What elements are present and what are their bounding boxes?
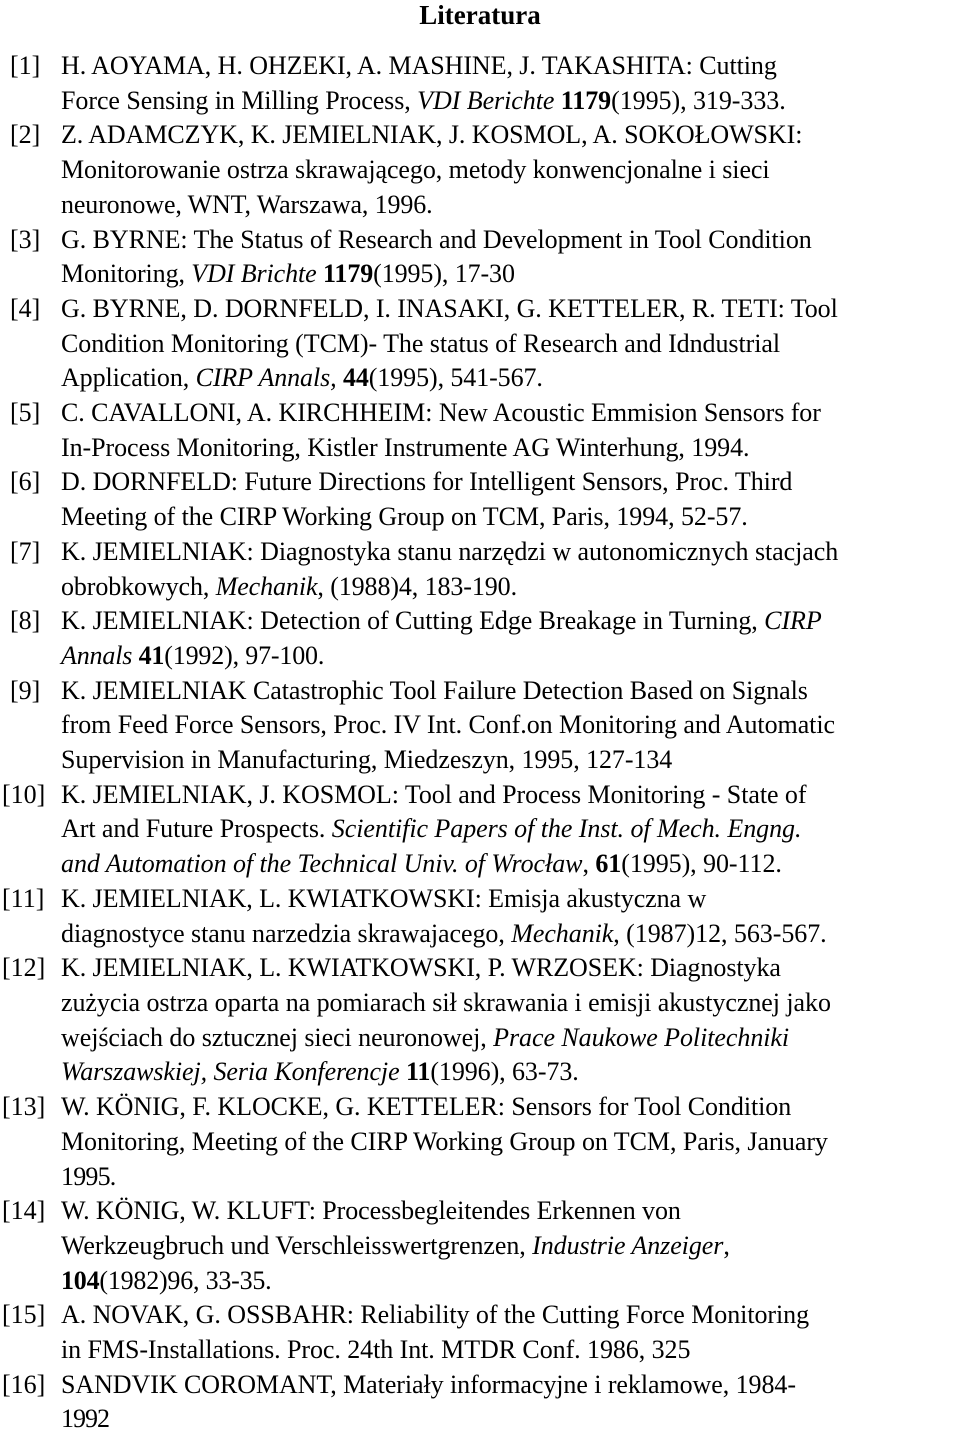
reference-text: diagnostyce stanu narzedzia skrawajacego, <box>61 918 512 948</box>
reference-item <box>0 604 960 673</box>
page-title: Literatura <box>419 0 541 30</box>
reference-text: K. JEMIELNIAK, L. KWIATKOWSKI: Emisja akustyczna w <box>61 883 707 913</box>
reference-number: [3] <box>10 224 41 254</box>
reference-line <box>61 917 960 952</box>
reference-line <box>61 743 960 778</box>
reference-line <box>61 882 960 917</box>
reference-number: [4] <box>10 293 41 323</box>
reference-number: [7] <box>10 536 41 566</box>
reference-line <box>61 118 960 153</box>
italic-text: CIRP Annals, <box>195 363 337 393</box>
reference-text: Art and Future Prospects. <box>61 814 332 844</box>
reference-text: G. BYRNE, D. DORNFELD, I. INASAKI, G. KETTELER, R. TETI: Tool <box>61 293 838 323</box>
reference-text: from Feed Force Sensors, Proc. IV Int. Conf.on Monitoring and Automatic <box>61 710 836 740</box>
reference-text: 1992 <box>61 1404 109 1434</box>
reference-line <box>61 1298 960 1333</box>
italic-text: Mechanik <box>511 918 614 948</box>
reference-line <box>61 778 960 813</box>
bold-text: 41 <box>138 640 165 670</box>
reference-line <box>61 639 960 674</box>
reference-line <box>61 361 960 396</box>
reference-number: [13] <box>2 1092 46 1122</box>
reference-line <box>61 986 960 1021</box>
reference-line <box>61 1125 960 1160</box>
reference-item <box>0 882 960 951</box>
reference-text: Supervision in Manufacturing, Miedzeszyn, 1995, 127-134 <box>61 745 673 775</box>
bold-text: 104 <box>61 1265 100 1295</box>
reference-number: [6] <box>10 467 41 497</box>
italic-text: Prace Naukowe Politechniki <box>493 1022 790 1052</box>
reference-line <box>61 292 960 327</box>
reference-text: (1996), 63-73. <box>430 1057 579 1087</box>
reference-item <box>0 1298 960 1367</box>
reference-text: (1995), 17-30 <box>373 259 515 289</box>
reference-number: [8] <box>10 606 41 636</box>
reference-text: , (1987)12, 563-567. <box>613 918 827 948</box>
bold-text: 44 <box>342 363 369 393</box>
reference-text: Z. ADAMCZYK, K. JEMIELNIAK, J. KOSMOL, A. SOKOŁOWSKI: <box>61 120 803 150</box>
italic-text: Annals <box>61 640 133 670</box>
reference-text: C. CAVALLONI, A. KIRCHHEIM: New Acoustic Emmision Sensors for <box>61 398 821 428</box>
reference-item <box>0 1368 960 1437</box>
reference-number: [16] <box>2 1369 46 1399</box>
reference-text: (1995), 319-333. <box>611 85 786 115</box>
reference-line <box>61 847 960 882</box>
bold-text: 1179 <box>322 259 374 289</box>
reference-text: , <box>723 1230 730 1260</box>
reference-text: (1995), 90-112. <box>621 849 782 879</box>
reference-text: Monitoring, <box>61 259 192 289</box>
reference-text: D. DORNFELD: Future Directions for Intelligent Sensors, Proc. Third <box>61 467 793 497</box>
reference-line <box>61 812 960 847</box>
reference-item <box>0 223 960 292</box>
reference-text: SANDVIK COROMANT, Materiały informacyjne i reklamowe, 1984- <box>61 1369 796 1399</box>
reference-text: K. JEMIELNIAK: Diagnostyka stanu narzędzi w autonomicznych stacjach <box>61 536 839 566</box>
reference-line <box>61 1229 960 1264</box>
reference-line <box>61 1402 960 1437</box>
reference-item <box>0 292 960 396</box>
reference-line <box>61 1368 960 1403</box>
italic-text: VDI Berichte <box>417 85 555 115</box>
reference-line <box>61 1021 960 1056</box>
reference-number: [15] <box>2 1300 46 1330</box>
bold-text: 61 <box>595 849 622 879</box>
italic-text: Scientific Papers of the Inst. of Mech. Engng. <box>331 814 802 844</box>
reference-line <box>61 1055 960 1090</box>
reference-line <box>61 396 960 431</box>
reference-text: Monitoring, Meeting of the CIRP Working Group on TCM, Paris, January <box>61 1126 828 1156</box>
reference-line <box>61 1090 960 1125</box>
reference-line <box>61 1264 960 1299</box>
reference-item <box>0 674 960 778</box>
reference-number: [9] <box>10 675 41 705</box>
reference-text: Application, <box>61 363 196 393</box>
reference-item <box>0 1194 960 1298</box>
reference-line <box>61 431 960 466</box>
reference-text: Meeting of the CIRP Working Group on TCM, Paris, 1994, 52-57. <box>61 502 748 532</box>
reference-line <box>61 535 960 570</box>
reference-line <box>61 500 960 535</box>
reference-item <box>0 49 960 118</box>
reference-text: (1995), 541-567. <box>368 363 543 393</box>
reference-text: 1995. <box>61 1161 116 1191</box>
reference-line <box>61 674 960 709</box>
reference-number: [12] <box>2 953 46 983</box>
bold-text: 11 <box>405 1057 431 1087</box>
reference-text: G. BYRNE: The Status of Research and Development in Tool Condition <box>61 224 812 254</box>
reference-line <box>61 223 960 258</box>
reference-text: Werkzeugbruch und Verschleisswertgrenzen, <box>61 1230 533 1260</box>
reference-item <box>0 778 960 882</box>
reference-line <box>61 1160 960 1195</box>
italic-text: Mechanik <box>215 571 318 601</box>
reference-line <box>61 49 960 84</box>
reference-line <box>61 188 960 223</box>
italic-text: Warszawskiej, Seria Konferencje <box>61 1057 400 1087</box>
reference-item <box>0 1090 960 1194</box>
reference-number: [1] <box>10 51 41 80</box>
reference-text: K. JEMIELNIAK Catastrophic Tool Failure Detection Based on Signals <box>61 675 808 705</box>
reference-text: neuronowe, WNT, Warszawa, 1996. <box>61 189 433 219</box>
reference-line <box>61 153 960 188</box>
italic-text: Industrie Anzeiger <box>532 1230 724 1260</box>
reference-text: W. KÖNIG, F. KLOCKE, G. KETTELER: Sensors for Tool Condition <box>61 1092 792 1122</box>
reference-item <box>0 118 960 222</box>
reference-text: K. JEMIELNIAK, L. KWIATKOWSKI, P. WRZOSEK: Diagnostyka <box>61 953 781 983</box>
reference-text: In-Process Monitoring, Kistler Instrumente AG Winterhung, 1994. <box>61 432 750 462</box>
reference-text: , (1988)4, 183-190. <box>317 571 517 601</box>
reference-number: [5] <box>10 398 41 428</box>
reference-number: [14] <box>2 1196 46 1226</box>
reference-text: W. KÖNIG, W. KLUFT: Processbegleitendes Erkennen von <box>61 1196 681 1226</box>
italic-text: CIRP <box>764 606 822 636</box>
reference-number: [11] <box>2 883 45 913</box>
reference-text: H. AOYAMA, H. OHZEKI, A. MASHINE, J. TAKASHITA: Cutting <box>61 51 777 80</box>
italic-text: VDI Brichte <box>191 259 317 289</box>
italic-text: and Automation of the Technical Univ. of Wrocław <box>61 849 583 879</box>
reference-line <box>61 1333 960 1368</box>
reference-text: A. NOVAK, G. OSSBAHR: Reliability of the Cutting Force Monitoring <box>61 1300 810 1330</box>
reference-line <box>61 570 960 605</box>
reference-text: (1982)96, 33-35. <box>99 1265 272 1295</box>
reference-item <box>0 535 960 604</box>
reference-item <box>0 951 960 1090</box>
reference-text: obrobkowych, <box>61 571 216 601</box>
reference-line <box>61 84 960 119</box>
reference-line <box>61 1194 960 1229</box>
reference-text: Monitorowanie ostrza skrawającego, metody konwencjonalne i sieci <box>61 155 770 185</box>
reference-line <box>61 257 960 292</box>
reference-text: in FMS-Installations. Proc. 24th Int. MTDR Conf. 1986, 325 <box>61 1335 691 1365</box>
reference-item <box>0 396 960 465</box>
reference-line <box>61 604 960 639</box>
reference-text: K. JEMIELNIAK: Detection of Cutting Edge Breakage in Turning, <box>61 606 765 636</box>
reference-line <box>61 465 960 500</box>
reference-text: zużycia ostrza oparta na pomiarach sił skrawania i emisji akustycznej jako <box>61 987 831 1017</box>
reference-text: , <box>582 849 596 879</box>
reference-number: [2] <box>10 120 41 150</box>
bold-text: 1179 <box>560 85 612 115</box>
reference-text: K. JEMIELNIAK, J. KOSMOL: Tool and Process Monitoring - State of <box>61 779 807 809</box>
reference-line <box>61 327 960 362</box>
reference-text: Condition Monitoring (TCM)- The status of Research and Idndustrial <box>61 328 781 358</box>
reference-item <box>0 465 960 534</box>
reference-line <box>61 951 960 986</box>
reference-text: (1992), 97-100. <box>164 640 325 670</box>
reference-number: [10] <box>2 779 46 809</box>
reference-text: Force Sensing in Milling Process, <box>61 85 418 115</box>
reference-text: wejściach do sztucznej sieci neuronowej, <box>61 1022 494 1052</box>
reference-list <box>0 49 960 1437</box>
reference-line <box>61 708 960 743</box>
